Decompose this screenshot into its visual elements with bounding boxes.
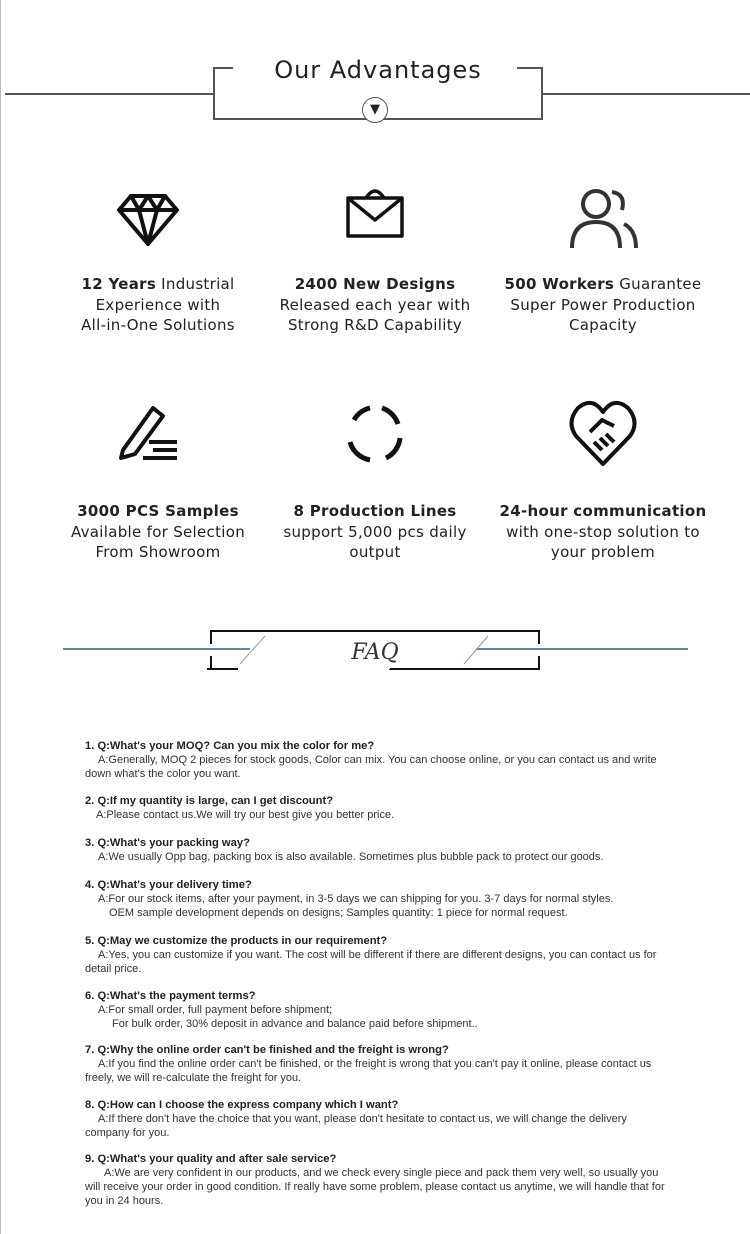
faq-answer: A:For our stock items, after your payment, in 3-5 days we can shipping for you. 3-7 days for normal styles. [98,893,614,905]
frame-gap [278,665,390,669]
faq-answer: A:Generally, MOQ 2 pieces for stock goods, Color can mix. You can choose online, or you can contact us and write down what's the color you want. [85,754,657,780]
faq-item [85,989,665,1031]
advantage-text: From Showroom [95,543,221,561]
advantage-text: output [349,543,401,561]
faq-question: 6. Q:What's the payment terms? [85,990,256,1002]
diamond-icon [113,180,183,250]
advantage-text: Strong R&D Capability [287,316,463,334]
faq-item [85,836,665,864]
faq-question: 4. Q:What's your delivery time? [85,879,252,891]
advantage-text: Released each year with [279,295,471,314]
advantage-text: with one-stop solution to [506,522,700,541]
envelope-bag-icon [340,180,410,250]
faq-answer: A:If there don't have the choice that you want, please don't hesitate to contact us, we will change the delivery company for you. [85,1113,627,1139]
advantage-highlight: 500 Workers [504,275,615,293]
section-title: Our Advantages [274,56,482,84]
faq-answer: OEM sample development depends on designs; Samples quantity: 1 piece for normal request. [109,907,568,919]
page-edge [0,0,1,1234]
faq-item [85,1043,665,1085]
faq-question: 9. Q:What's your quality and after sale service? [85,1153,337,1165]
advantage-item [493,274,713,336]
advantage-text: Industrial [156,275,235,293]
advantage-item [48,274,268,336]
faq-question: 3. Q:What's your packing way? [85,837,250,849]
advantage-text: Capacity [569,316,637,334]
advantage-text: All-in-One Solutions [81,316,235,334]
faq-item [85,1152,665,1208]
advantage-text: Guarantee [614,275,702,293]
advantage-text: your problem [550,543,656,561]
advantage-highlight: 24-hour communication [499,502,707,520]
faq-question: 1. Q:What's your MOQ? Can you mix the color for me? [85,740,375,752]
faq-answer: A:We are very confident in our products, and we check every single piece and pack them very well, so usually you will receive your order in good condition. If really have some problem, please contact us anytime, we will handle that for you in 24 hours. [85,1167,665,1207]
faq-item [85,934,665,976]
faq-answer: A:Yes, you can customize if you want. The cost will be different if there are different designs, you can contact us for detail price. [85,949,657,975]
faq-title: FAQ [351,640,399,665]
advantage-item [493,501,713,563]
faq-question: 7. Q:Why the online order can't be finished and the freight is wrong? [85,1044,449,1056]
faq-question: 5. Q:May we customize the products in our requirement? [85,935,388,947]
pen-list-icon [113,398,183,468]
divider-line [543,93,750,95]
faq-question: 8. Q:How can I choose the express company which I want? [85,1099,399,1111]
advantage-text: Available for Selection [70,522,246,541]
faq-answer: A:We usually Opp bag, packing box is also available. Sometimes plus bubble pack to protect our goods. [98,851,604,863]
advantage-highlight: 12 Years [81,275,157,293]
faq-answer: A:For small order, full payment before shipment; [98,1004,333,1016]
advantage-highlight: 3000 PCS Samples [77,502,239,520]
down-triangle-icon: ▼ [362,97,388,123]
faq-item [85,1098,665,1140]
faq-item [85,739,665,781]
advantage-item [265,274,485,336]
advantage-text: Experience with [95,295,221,314]
faq-answer: A:If you find the online order can't be finished, or the freight is wrong that you can't pay it online, please contact us freely, we will re-calculate the freight for you. [85,1058,652,1084]
advantage-highlight: 2400 New Designs [294,275,456,293]
advantage-text: support 5,000 pcs daily [283,522,467,541]
divider-line [5,93,213,95]
advantage-item [265,501,485,563]
refresh-arrows-icon [340,398,410,468]
heart-handshake-icon [568,398,638,468]
advantage-highlight: 8 Production Lines [293,502,457,520]
advantage-item [48,501,268,563]
faq-answer: For bulk order, 30% deposit in advance and balance paid before shipment.. [112,1018,478,1030]
faq-question: 2. Q:If my quantity is large, can I get discount? [85,795,334,807]
faq-answer: A:Please contact us.We will try our best give you better price. [96,809,395,821]
faq-item [85,794,665,822]
users-icon [568,180,638,250]
faq-item [85,878,665,920]
advantage-text: Super Power Production [510,295,696,314]
